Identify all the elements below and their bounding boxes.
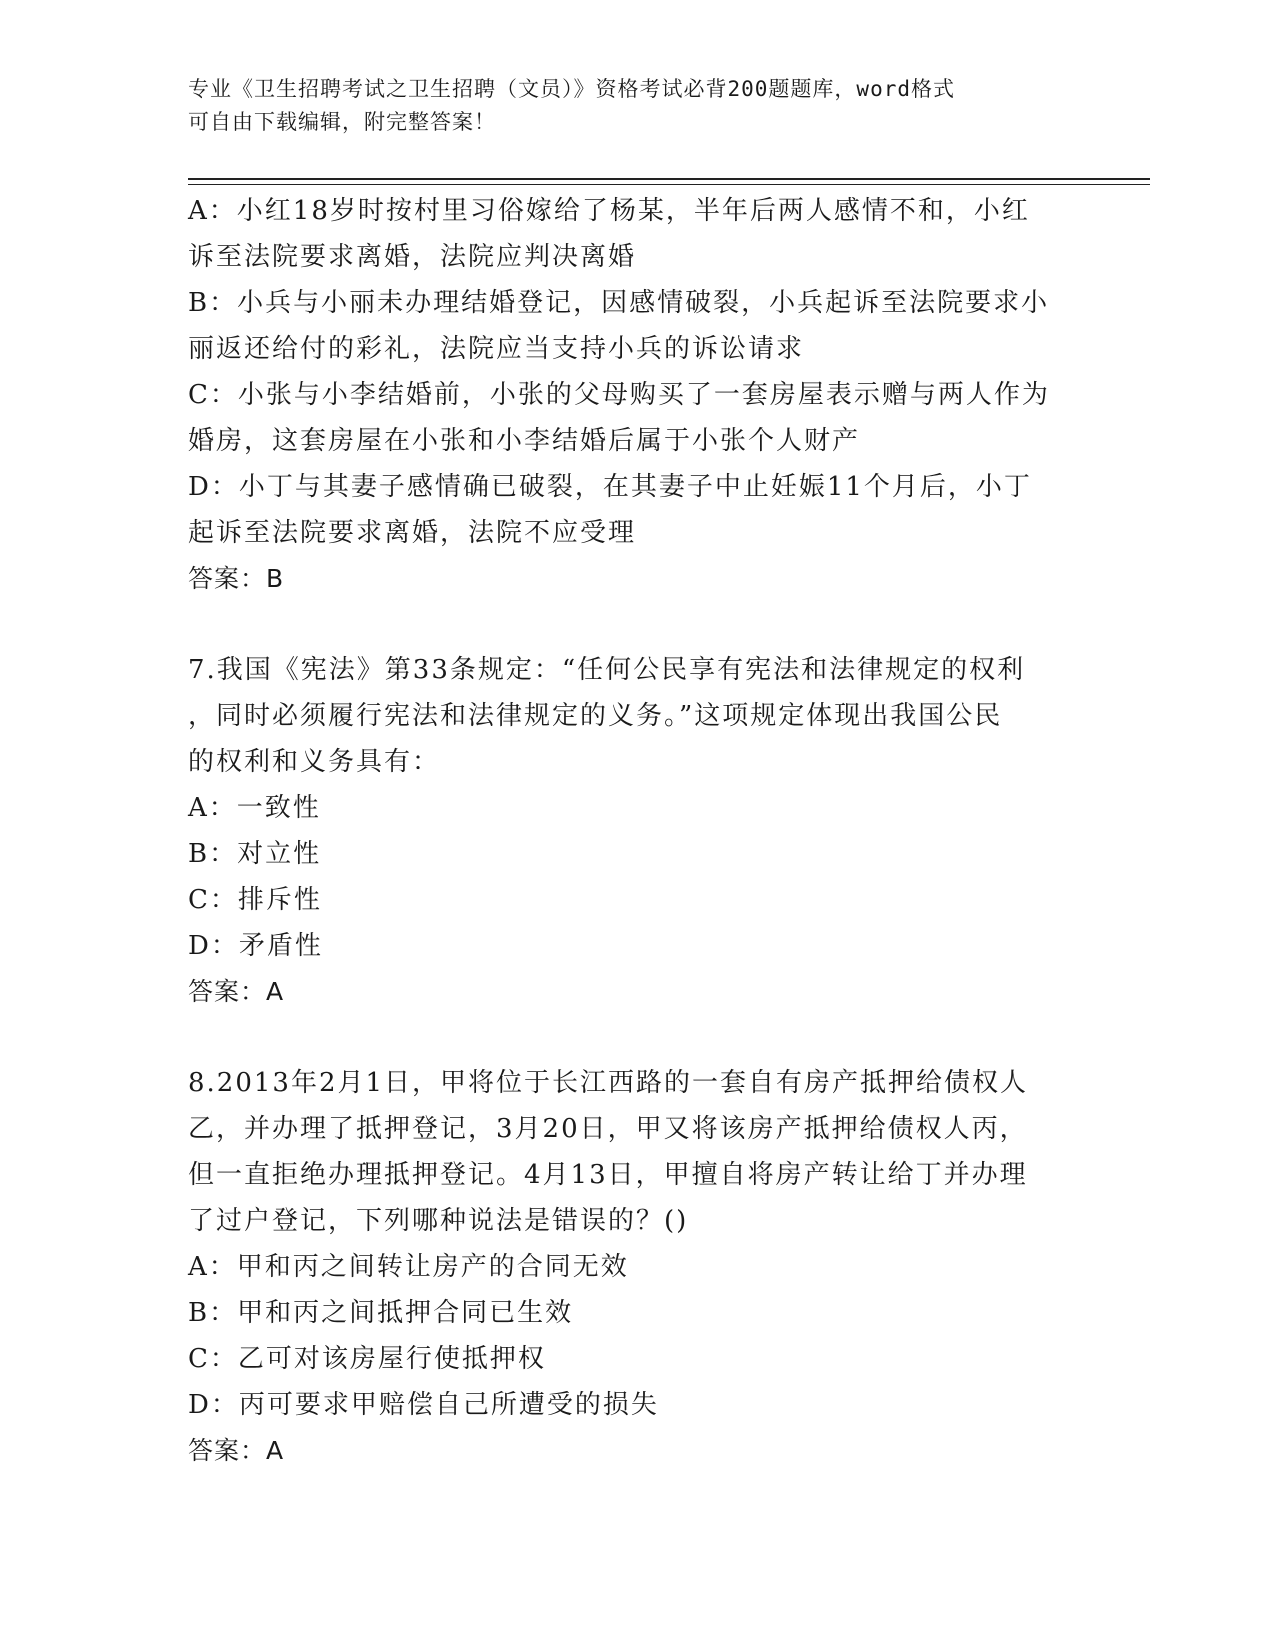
spacer [188, 602, 1088, 647]
document-body [188, 188, 1088, 1474]
header-divider-thick [188, 178, 1150, 180]
header-title-line-2: 可自由下载编辑，附完整答案！ [188, 110, 496, 134]
question-stem-line-1: 8.2013年2月1日，甲将位于长江西路的一套自有房产抵押给债权人 [188, 1068, 1029, 1098]
question-stem-line-2: 乙，并办理了抵押登记，3月20日，甲又将该房产抵押给债权人丙， [188, 1114, 1028, 1144]
option-c: C：乙可对该房屋行使抵押权 [188, 1344, 546, 1374]
option-d-line-1: D：小丁与其妻子感情确已破裂，在其妻子中止妊娠11个月后，小丁 [188, 472, 1032, 502]
spacer [188, 1015, 1088, 1060]
option-a: A：一致性 [188, 793, 321, 823]
answer: 答案：B [188, 564, 285, 593]
option-a-line-2: 诉至法院要求离婚，法院应判决离婚 [188, 242, 637, 272]
option-d: D：矛盾性 [188, 931, 323, 961]
header-title-line-1: 专业《卫生招聘考试之卫生招聘（文员）》资格考试必背200题题库，word格式 [188, 77, 955, 101]
header-divider-thin [188, 184, 1150, 185]
answer: 答案：A [188, 1436, 285, 1465]
question-8 [188, 1060, 1088, 1474]
question-stem-line-2: ，同时必须履行宪法和法律规定的义务。”这项规定体现出我国公民 [188, 701, 1003, 731]
option-d-line-2: 起诉至法院要求离婚，法院不应受理 [188, 518, 637, 548]
question-7 [188, 647, 1088, 1015]
answer: 答案：A [188, 977, 285, 1006]
question-stem-line-3: 但一直拒绝办理抵押登记。4月13日，甲擅自将房产转让给丁并办理 [188, 1160, 1028, 1190]
option-c-line-2: 婚房，这套房屋在小张和小李结婚后属于小张个人财产 [188, 426, 861, 456]
option-d: D：丙可要求甲赔偿自己所遭受的损失 [188, 1390, 659, 1420]
question-6 [188, 188, 1088, 602]
option-a-line-1: A：小红18岁时按村里习俗嫁给了杨某，半年后两人感情不和，小红 [188, 196, 1030, 226]
option-b-line-1: B：小兵与小丽未办理结婚登记，因感情破裂，小兵起诉至法院要求小 [188, 288, 1050, 318]
option-c-line-1: C：小张与小李结婚前，小张的父母购买了一套房屋表示赠与两人作为 [188, 380, 1050, 410]
question-stem-line-3: 的权利和义务具有： [188, 747, 441, 777]
option-b-line-2: 丽返还给付的彩礼，法院应当支持小兵的诉讼请求 [188, 334, 805, 364]
option-b: B：甲和丙之间抵押合同已生效 [188, 1298, 574, 1328]
question-stem-line-1: 7.我国《宪法》第33条规定：“任何公民享有宪法和法律规定的权利 [188, 655, 1026, 685]
option-a: A：甲和丙之间转让房产的合同无效 [188, 1252, 629, 1282]
question-stem-line-4: 了过户登记，下列哪种说法是错误的？() [188, 1206, 689, 1236]
option-b: B：对立性 [188, 839, 322, 869]
option-c: C：排斥性 [188, 885, 322, 915]
document-header [188, 73, 1088, 139]
